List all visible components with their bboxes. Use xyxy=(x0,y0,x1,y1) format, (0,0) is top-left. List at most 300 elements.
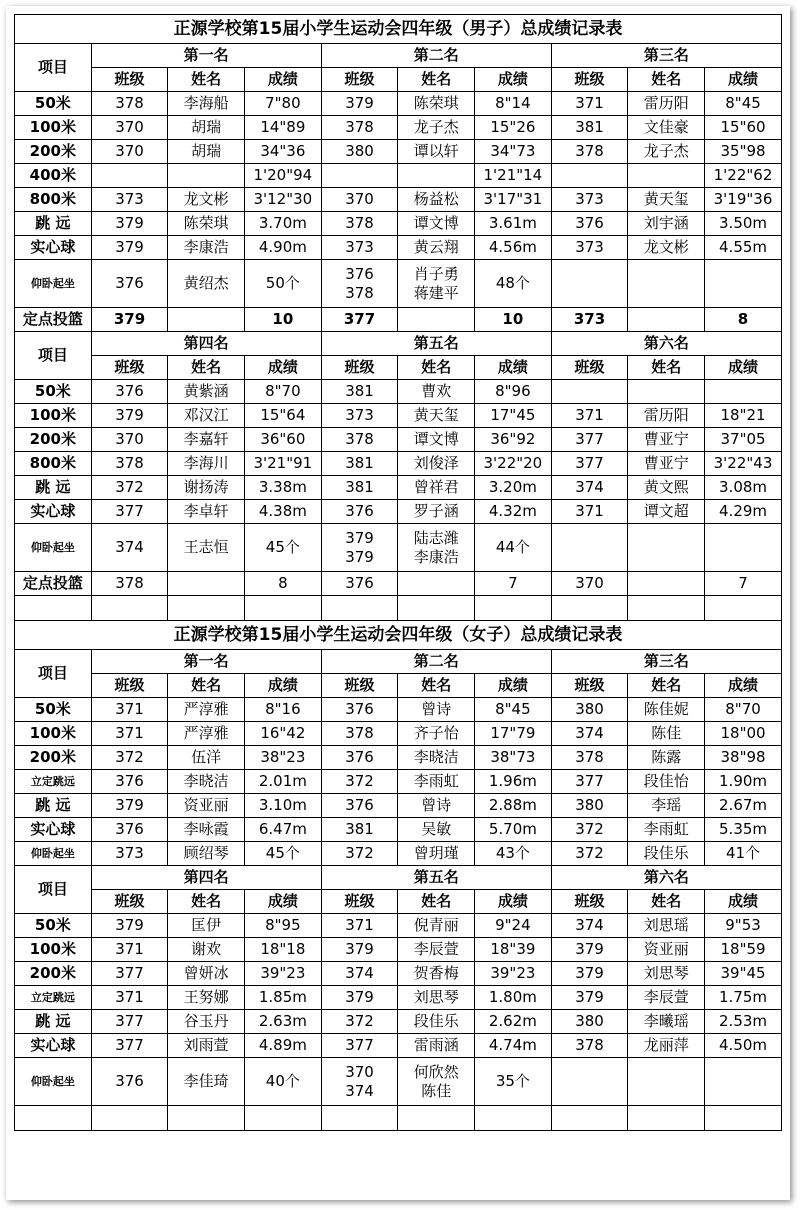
class-column-header: 班级 xyxy=(321,890,398,914)
table-row xyxy=(15,818,782,842)
name-column-header: 姓名 xyxy=(168,68,245,92)
name-cell: 龙文彬 xyxy=(628,236,705,260)
class-column-header: 班级 xyxy=(321,674,398,698)
name-cell xyxy=(398,164,475,188)
class-cell xyxy=(551,524,628,572)
class-cell: 379 xyxy=(551,938,628,962)
score-cell: 39"23 xyxy=(475,962,552,986)
table-row xyxy=(15,962,782,986)
empty-cell xyxy=(15,1106,92,1131)
name-cell xyxy=(628,308,705,332)
name-cell: 李瑶 xyxy=(628,794,705,818)
table-row xyxy=(15,452,782,476)
score-cell: 39"45 xyxy=(705,962,782,986)
event-name: 仰卧起坐 xyxy=(15,524,92,572)
name-column-header: 姓名 xyxy=(398,890,475,914)
score-cell: 8 xyxy=(705,308,782,332)
class-cell: 378 xyxy=(551,746,628,770)
name-cell: 曾玥瑾 xyxy=(398,842,475,866)
class-cell: 381 xyxy=(321,476,398,500)
class-cell: 378 xyxy=(321,116,398,140)
rank-header: 第六名 xyxy=(551,332,781,356)
boys-column-header-row xyxy=(15,356,782,380)
score-cell xyxy=(705,524,782,572)
class-cell: 381 xyxy=(321,818,398,842)
event-header: 项目 xyxy=(15,866,92,914)
class-cell: 377 xyxy=(321,1034,398,1058)
score-cell: 3.10m xyxy=(245,794,322,818)
girls-title-row xyxy=(15,621,782,650)
score-cell: 2.62m xyxy=(475,1010,552,1034)
table-row xyxy=(15,938,782,962)
name-cell: 黄文熙 xyxy=(628,476,705,500)
name-cell: 胡瑞 xyxy=(168,116,245,140)
score-cell: 1.85m xyxy=(245,986,322,1010)
name-cell: 谷玉丹 xyxy=(168,1010,245,1034)
table-row xyxy=(15,572,782,596)
class-cell: 370 xyxy=(91,140,168,164)
class-column-header: 班级 xyxy=(551,68,628,92)
event-name: 立定跳远 xyxy=(15,770,92,794)
name-column-header: 姓名 xyxy=(398,68,475,92)
score-cell: 15"26 xyxy=(475,116,552,140)
class-cell: 371 xyxy=(551,500,628,524)
name-cell: 李雨虹 xyxy=(398,770,475,794)
name-cell: 李嘉轩 xyxy=(168,428,245,452)
name-cell: 严淳雅 xyxy=(168,722,245,746)
boys-table-title: 正源学校第15届小学生运动会四年级（男子）总成绩记录表 xyxy=(15,15,782,44)
score-cell: 2.53m xyxy=(705,1010,782,1034)
name-cell: 李晓洁 xyxy=(398,746,475,770)
class-cell: 377 xyxy=(91,1010,168,1034)
score-cell: 4.32m xyxy=(475,500,552,524)
class-cell: 371 xyxy=(321,914,398,938)
class-cell: 379 xyxy=(551,962,628,986)
name-cell: 陆志潍 李康浩 xyxy=(398,524,475,572)
score-cell: 7"80 xyxy=(245,92,322,116)
class-cell: 377 xyxy=(551,770,628,794)
score-column-header: 成绩 xyxy=(705,68,782,92)
class-cell: 379 xyxy=(91,404,168,428)
name-column-header: 姓名 xyxy=(168,356,245,380)
score-cell: 3'19"36 xyxy=(705,188,782,212)
score-cell: 3.61m xyxy=(475,212,552,236)
score-cell: 7 xyxy=(705,572,782,596)
class-cell: 372 xyxy=(551,842,628,866)
table-row xyxy=(15,770,782,794)
name-cell xyxy=(168,164,245,188)
score-cell: 2.01m xyxy=(245,770,322,794)
class-cell: 373 xyxy=(551,236,628,260)
score-cell: 18"59 xyxy=(705,938,782,962)
score-cell: 3'22"20 xyxy=(475,452,552,476)
empty-cell xyxy=(168,596,245,621)
name-cell: 段佳怡 xyxy=(628,770,705,794)
class-cell: 377 xyxy=(91,1034,168,1058)
class-cell xyxy=(551,1058,628,1106)
class-cell: 378 xyxy=(551,1034,628,1058)
name-cell: 谭以轩 xyxy=(398,140,475,164)
name-column-header: 姓名 xyxy=(168,674,245,698)
class-cell: 376 xyxy=(91,260,168,308)
table-row xyxy=(15,188,782,212)
score-cell: 8 xyxy=(245,572,322,596)
score-cell: 7 xyxy=(475,572,552,596)
score-cell: 18"39 xyxy=(475,938,552,962)
boys-column-header-row xyxy=(15,68,782,92)
name-cell: 李康浩 xyxy=(168,236,245,260)
boys-rank-header-row xyxy=(15,44,782,68)
class-cell: 376 378 xyxy=(321,260,398,308)
girls-column-header-row xyxy=(15,890,782,914)
rank-header: 第四名 xyxy=(91,332,321,356)
empty-cell xyxy=(321,596,398,621)
score-cell: 18"00 xyxy=(705,722,782,746)
class-cell: 370 xyxy=(551,572,628,596)
table-row xyxy=(15,986,782,1010)
event-name: 仰卧起坐 xyxy=(15,260,92,308)
class-cell: 372 xyxy=(91,746,168,770)
empty-cell xyxy=(628,596,705,621)
name-column-header: 姓名 xyxy=(628,356,705,380)
class-cell: 370 xyxy=(91,116,168,140)
score-cell: 3'17"31 xyxy=(475,188,552,212)
name-cell: 龙文彬 xyxy=(168,188,245,212)
table-row xyxy=(15,404,782,428)
empty-cell xyxy=(91,596,168,621)
score-cell: 8"45 xyxy=(475,698,552,722)
score-cell: 16"42 xyxy=(245,722,322,746)
class-cell: 370 xyxy=(321,188,398,212)
event-name: 跳 远 xyxy=(15,1010,92,1034)
event-name: 50米 xyxy=(15,92,92,116)
score-cell: 36"92 xyxy=(475,428,552,452)
name-cell: 陈佳 xyxy=(628,722,705,746)
table-row xyxy=(15,380,782,404)
name-cell: 曹亚宁 xyxy=(628,428,705,452)
class-cell: 379 xyxy=(91,308,168,332)
event-name: 200米 xyxy=(15,746,92,770)
table-row xyxy=(15,524,782,572)
boys-title-row xyxy=(15,15,782,44)
name-cell: 谢扬涛 xyxy=(168,476,245,500)
name-cell: 何欣然 陈佳 xyxy=(398,1058,475,1106)
event-name: 跳 远 xyxy=(15,476,92,500)
class-cell: 373 xyxy=(91,842,168,866)
name-cell: 李雨虹 xyxy=(628,818,705,842)
score-cell: 2.63m xyxy=(245,1010,322,1034)
score-cell: 8"95 xyxy=(245,914,322,938)
score-cell: 3'12"30 xyxy=(245,188,322,212)
name-cell: 陈佳妮 xyxy=(628,698,705,722)
class-column-header: 班级 xyxy=(91,890,168,914)
name-column-header: 姓名 xyxy=(168,890,245,914)
score-cell: 3'22"43 xyxy=(705,452,782,476)
name-cell: 刘思琴 xyxy=(398,986,475,1010)
table-row xyxy=(15,308,782,332)
rank-header: 第二名 xyxy=(321,44,551,68)
name-column-header: 姓名 xyxy=(628,674,705,698)
class-cell: 370 xyxy=(91,428,168,452)
score-cell: 35"98 xyxy=(705,140,782,164)
class-cell: 372 xyxy=(321,770,398,794)
class-column-header: 班级 xyxy=(91,68,168,92)
class-cell: 373 xyxy=(551,308,628,332)
event-name: 定点投篮 xyxy=(15,572,92,596)
score-column-header: 成绩 xyxy=(705,890,782,914)
name-cell: 资亚丽 xyxy=(168,794,245,818)
event-name: 实心球 xyxy=(15,818,92,842)
name-cell: 李海船 xyxy=(168,92,245,116)
class-cell: 374 xyxy=(551,476,628,500)
score-cell xyxy=(705,380,782,404)
name-cell: 李卓轩 xyxy=(168,500,245,524)
event-name: 50米 xyxy=(15,914,92,938)
name-cell: 李曦瑶 xyxy=(628,1010,705,1034)
class-cell: 379 xyxy=(91,794,168,818)
score-cell: 3.70m xyxy=(245,212,322,236)
class-cell: 381 xyxy=(551,116,628,140)
name-cell: 刘思瑶 xyxy=(628,914,705,938)
event-name: 仰卧起坐 xyxy=(15,1058,92,1106)
results-table xyxy=(14,14,782,1131)
event-name: 实心球 xyxy=(15,236,92,260)
class-cell: 377 xyxy=(321,308,398,332)
event-name: 200米 xyxy=(15,140,92,164)
class-cell: 379 xyxy=(321,92,398,116)
class-cell: 379 xyxy=(91,212,168,236)
table-row xyxy=(15,1058,782,1106)
class-cell: 379 xyxy=(91,914,168,938)
table-row xyxy=(15,428,782,452)
name-cell: 黄紫涵 xyxy=(168,380,245,404)
empty-cell xyxy=(398,1106,475,1131)
name-column-header: 姓名 xyxy=(398,356,475,380)
name-cell: 罗子涵 xyxy=(398,500,475,524)
name-cell: 文佳豪 xyxy=(628,116,705,140)
name-cell: 刘思琴 xyxy=(628,962,705,986)
score-cell: 3.50m xyxy=(705,212,782,236)
empty-cell xyxy=(705,596,782,621)
score-cell: 3.38m xyxy=(245,476,322,500)
score-cell: 2.88m xyxy=(475,794,552,818)
name-cell xyxy=(398,308,475,332)
name-cell: 龙子杰 xyxy=(398,116,475,140)
table-row xyxy=(15,164,782,188)
class-cell: 376 xyxy=(321,572,398,596)
name-cell: 肖子勇 蒋建平 xyxy=(398,260,475,308)
event-name: 50米 xyxy=(15,698,92,722)
class-cell: 378 xyxy=(91,452,168,476)
name-cell: 匡伊 xyxy=(168,914,245,938)
girls-blank-row xyxy=(15,1106,782,1131)
class-column-header: 班级 xyxy=(551,674,628,698)
name-cell: 曹欢 xyxy=(398,380,475,404)
name-cell: 顾绍琴 xyxy=(168,842,245,866)
event-name: 800米 xyxy=(15,452,92,476)
score-cell: 8"45 xyxy=(705,92,782,116)
score-column-header: 成绩 xyxy=(245,674,322,698)
score-cell: 38"23 xyxy=(245,746,322,770)
class-cell: 370 374 xyxy=(321,1058,398,1106)
score-cell: 4.50m xyxy=(705,1034,782,1058)
event-name: 400米 xyxy=(15,164,92,188)
class-cell xyxy=(321,164,398,188)
empty-cell xyxy=(705,1106,782,1131)
class-cell xyxy=(91,164,168,188)
name-cell: 谭文博 xyxy=(398,212,475,236)
score-cell: 4.56m xyxy=(475,236,552,260)
event-name: 实心球 xyxy=(15,1034,92,1058)
class-column-header: 班级 xyxy=(321,68,398,92)
class-cell: 378 xyxy=(321,428,398,452)
empty-cell xyxy=(551,596,628,621)
table-row xyxy=(15,1034,782,1058)
name-cell: 曾诗 xyxy=(398,698,475,722)
class-cell: 376 xyxy=(321,698,398,722)
table-row xyxy=(15,476,782,500)
score-cell: 48个 xyxy=(475,260,552,308)
score-column-header: 成绩 xyxy=(475,68,552,92)
score-cell: 8"70 xyxy=(705,698,782,722)
name-cell: 邓汉江 xyxy=(168,404,245,428)
class-cell: 378 xyxy=(321,722,398,746)
table-row xyxy=(15,794,782,818)
score-cell: 43个 xyxy=(475,842,552,866)
name-cell: 齐子怡 xyxy=(398,722,475,746)
score-cell: 3.20m xyxy=(475,476,552,500)
name-cell: 曹亚宁 xyxy=(628,452,705,476)
name-cell: 谭文博 xyxy=(398,428,475,452)
name-cell: 龙子杰 xyxy=(628,140,705,164)
event-name: 50米 xyxy=(15,380,92,404)
table-row xyxy=(15,260,782,308)
name-cell xyxy=(628,260,705,308)
empty-cell xyxy=(321,1106,398,1131)
name-cell: 李辰萱 xyxy=(628,986,705,1010)
score-cell: 6.47m xyxy=(245,818,322,842)
name-cell: 伍洋 xyxy=(168,746,245,770)
class-cell xyxy=(551,260,628,308)
score-cell: 1.90m xyxy=(705,770,782,794)
name-cell: 黄天玺 xyxy=(398,404,475,428)
class-column-header: 班级 xyxy=(91,356,168,380)
boys-blank-row xyxy=(15,596,782,621)
table-row xyxy=(15,698,782,722)
event-name: 200米 xyxy=(15,428,92,452)
score-cell: 44个 xyxy=(475,524,552,572)
class-cell: 379 xyxy=(91,236,168,260)
score-cell: 5.35m xyxy=(705,818,782,842)
table-row xyxy=(15,1010,782,1034)
event-name: 100米 xyxy=(15,938,92,962)
class-cell: 378 xyxy=(91,572,168,596)
name-cell: 刘宇涵 xyxy=(628,212,705,236)
name-column-header: 姓名 xyxy=(628,890,705,914)
score-cell: 1.96m xyxy=(475,770,552,794)
name-cell: 倪青丽 xyxy=(398,914,475,938)
event-name: 立定跳远 xyxy=(15,986,92,1010)
girls-rank-header-row xyxy=(15,650,782,674)
event-header: 项目 xyxy=(15,44,92,92)
score-cell: 41个 xyxy=(705,842,782,866)
name-cell: 雷雨涵 xyxy=(398,1034,475,1058)
class-cell: 379 379 xyxy=(321,524,398,572)
name-cell: 胡瑞 xyxy=(168,140,245,164)
name-cell: 雷历阳 xyxy=(628,404,705,428)
event-name: 仰卧起坐 xyxy=(15,842,92,866)
class-cell: 373 xyxy=(321,404,398,428)
class-cell: 372 xyxy=(321,1010,398,1034)
score-cell: 8"14 xyxy=(475,92,552,116)
name-cell: 李咏霞 xyxy=(168,818,245,842)
score-cell: 45个 xyxy=(245,524,322,572)
score-cell xyxy=(705,260,782,308)
name-cell: 曾诗 xyxy=(398,794,475,818)
score-cell: 38"98 xyxy=(705,746,782,770)
empty-cell xyxy=(551,1106,628,1131)
class-cell: 376 xyxy=(321,746,398,770)
name-cell xyxy=(628,524,705,572)
score-cell: 45个 xyxy=(245,842,322,866)
event-name: 800米 xyxy=(15,188,92,212)
class-cell: 379 xyxy=(321,938,398,962)
class-cell: 376 xyxy=(91,1058,168,1106)
empty-cell xyxy=(15,596,92,621)
event-name: 实心球 xyxy=(15,500,92,524)
score-cell: 8"96 xyxy=(475,380,552,404)
class-cell: 380 xyxy=(551,698,628,722)
class-cell: 380 xyxy=(551,1010,628,1034)
name-cell xyxy=(628,380,705,404)
empty-cell xyxy=(398,596,475,621)
name-cell xyxy=(398,572,475,596)
score-cell xyxy=(705,1058,782,1106)
score-column-header: 成绩 xyxy=(705,356,782,380)
class-cell: 381 xyxy=(321,452,398,476)
score-cell: 39"23 xyxy=(245,962,322,986)
rank-header: 第三名 xyxy=(551,650,781,674)
score-cell: 9"24 xyxy=(475,914,552,938)
score-cell: 8"16 xyxy=(245,698,322,722)
class-cell: 377 xyxy=(551,452,628,476)
table-row xyxy=(15,914,782,938)
rank-header: 第五名 xyxy=(321,866,551,890)
name-cell: 谭文超 xyxy=(628,500,705,524)
girls-table-title: 正源学校第15届小学生运动会四年级（女子）总成绩记录表 xyxy=(15,621,782,650)
name-cell: 李辰萱 xyxy=(398,938,475,962)
empty-cell xyxy=(168,1106,245,1131)
score-cell: 34"73 xyxy=(475,140,552,164)
class-column-header: 班级 xyxy=(321,356,398,380)
class-cell: 373 xyxy=(321,236,398,260)
class-column-header: 班级 xyxy=(91,674,168,698)
score-cell: 1'20"94 xyxy=(245,164,322,188)
rank-header: 第一名 xyxy=(91,650,321,674)
table-row xyxy=(15,722,782,746)
table-row xyxy=(15,236,782,260)
class-cell: 376 xyxy=(321,500,398,524)
class-cell xyxy=(551,380,628,404)
table-row xyxy=(15,842,782,866)
name-cell: 陈露 xyxy=(628,746,705,770)
name-cell: 李佳琦 xyxy=(168,1058,245,1106)
class-cell: 381 xyxy=(321,380,398,404)
score-cell: 17"45 xyxy=(475,404,552,428)
score-cell: 4.89m xyxy=(245,1034,322,1058)
name-cell: 黄天玺 xyxy=(628,188,705,212)
class-cell: 374 xyxy=(551,914,628,938)
